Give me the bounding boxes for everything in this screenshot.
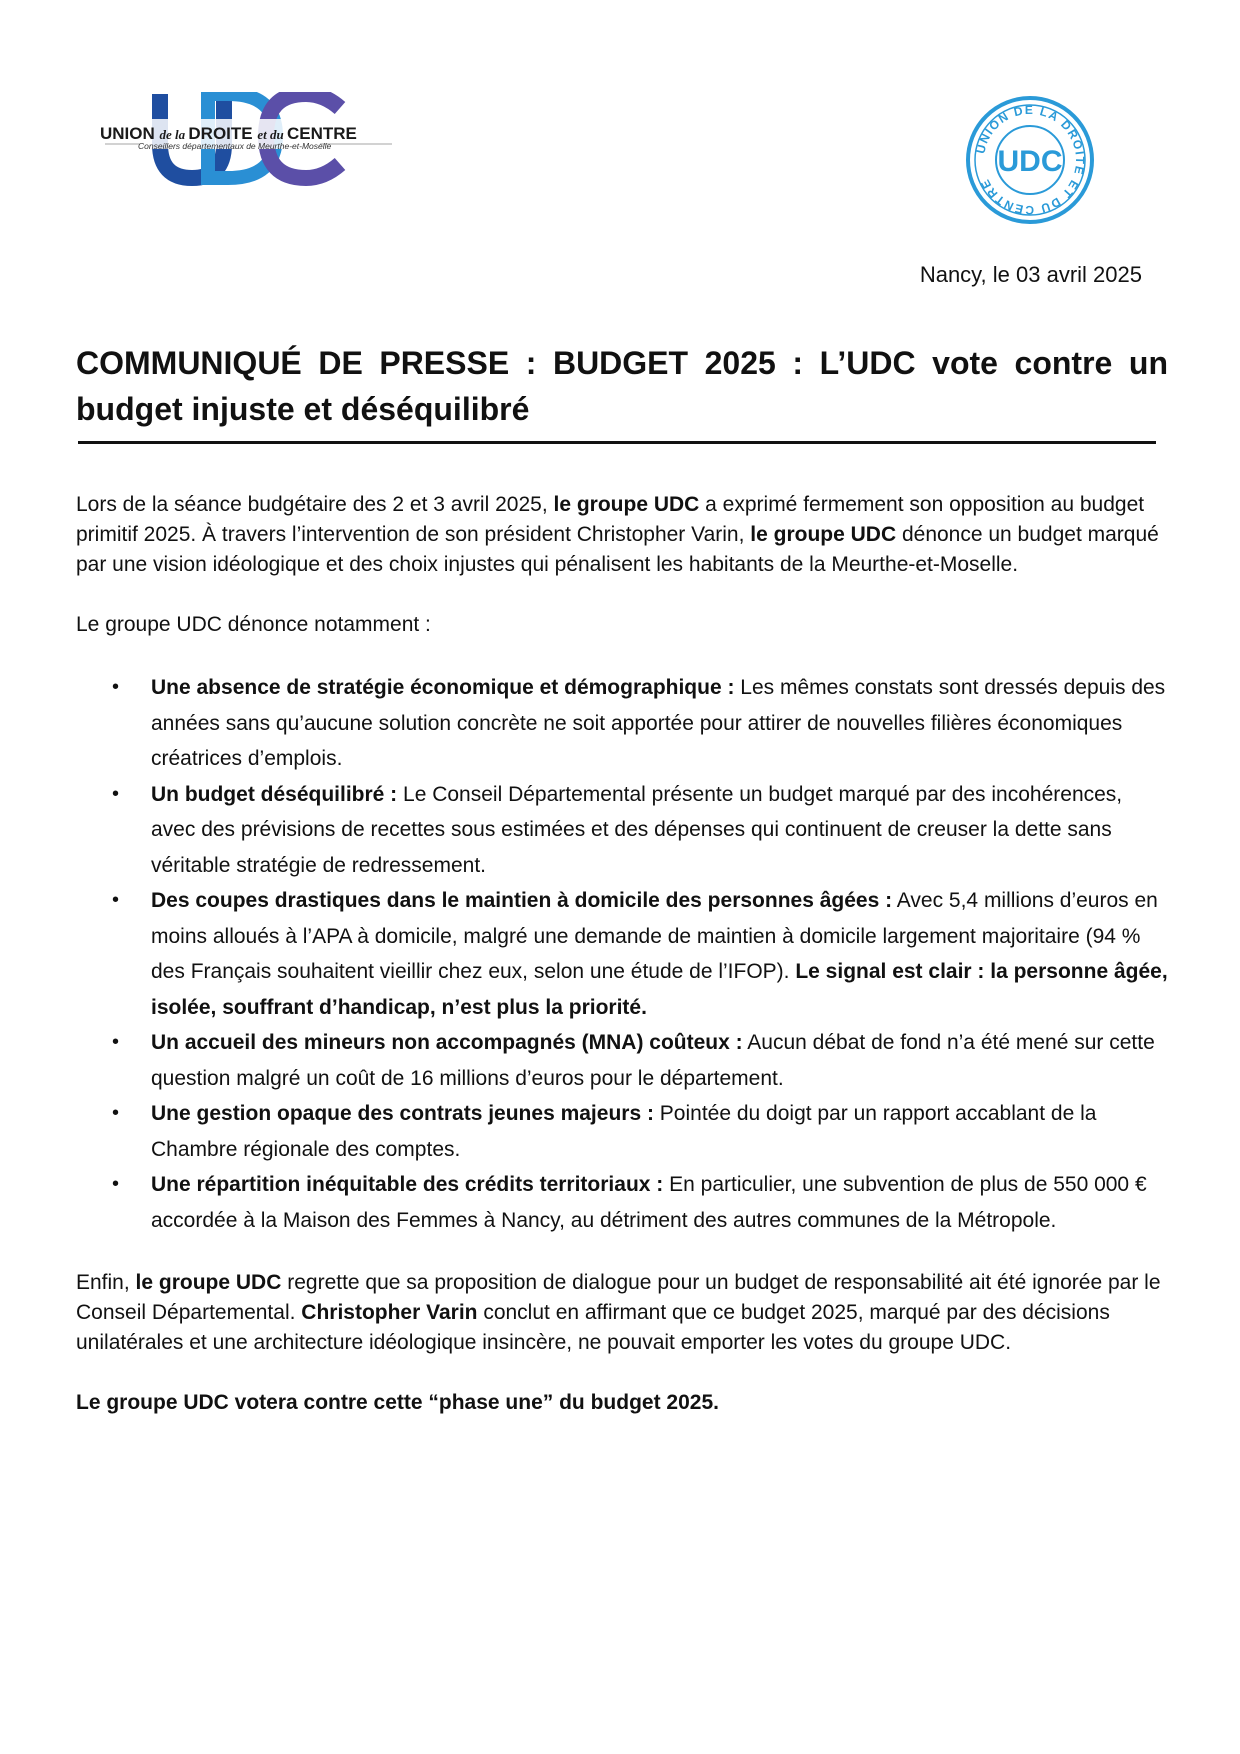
- stamp-letters: UDC: [997, 145, 1063, 178]
- logo-word-etdu: et du: [257, 127, 287, 142]
- list-item: • Un accueil des mineurs non accompagnés (MNA) coûteux : Aucun débat de fond n’a été mené sur cette question malgré un coût de 16 millions d’euros pour le département.: [76, 1025, 1168, 1096]
- list-item: • Une répartition inéquitable des crédits territoriaux : En particulier, une subvention de plus de 550 000 € accordée à la Maison des Femmes à Nancy, au détriment des autres communes de la Métropole.: [76, 1167, 1168, 1238]
- title-line-1: COMMUNIQUÉ DE PRESSE : BUDGET 2025 : L’UDC vote contre un: [76, 345, 1168, 381]
- document-date: Nancy, le 03 avril 2025: [919, 262, 1142, 287]
- grievance-list: [76, 670, 1168, 1238]
- list-item: • Une gestion opaque des contrats jeunes majeurs : Pointée du doigt par un rapport accablant de la Chambre régionale des comptes.: [76, 1096, 1168, 1167]
- udc-stamp-logo: [965, 95, 1095, 225]
- logo-word-dela: de la: [159, 127, 189, 142]
- intro-paragraph: Lors de la séance budgétaire des 2 et 3 avril 2025, le groupe UDC a exprimé fermement son opposition au budget primitif 2025. À travers l’intervention de son président Christopher Varin, le groupe UDC dénonce un budget marqué par une vision idéologique et des choix injustes qui pénalisent les habitants de la Meurthe-et-Moselle.: [76, 493, 1159, 576]
- logo-word-union: UNION: [100, 124, 160, 143]
- list-intro: Le groupe UDC dénonce notamment :: [76, 613, 431, 636]
- list-item: • Un budget déséquilibré : Le Conseil Départemental présente un budget marqué par des incohérences, avec des prévisions de recettes sous estimées et des dépenses qui continuent de creuser la dette sans véritable stratégie de redressement.: [76, 777, 1168, 884]
- list-item: • Des coupes drastiques dans le maintien à domicile des personnes âgées : Avec 5,4 millions d’euros en moins alloués à l’APA à domicile, malgré une demande de maintien à domicile largement majoritaire (94 % des Français souhaitent vieillir chez eux, selon une étude de l’IFOP). Le signal est clair : la personne âgée, isolée, souffrant d’handicap, n’est plus la priorité.: [76, 883, 1168, 1025]
- stamp-ring-text: UNION DE LA DROITE ET DU CENTRE: [973, 102, 1088, 218]
- title-divider: [78, 441, 1156, 444]
- logo-word-droite: DROITE: [188, 124, 258, 143]
- document-body: [76, 490, 1168, 1448]
- conclusion-paragraph: Enfin, le groupe UDC regrette que sa proposition de dialogue pour un budget de responsabilité ait été ignorée par le Conseil Départemental. Christopher Varin conclut en affirmant que ce budget 2025, marqué par des décisions unilatérales et une architecture idéologique insincère, ne pouvait emporter les votes du groupe UDC.: [76, 1271, 1161, 1354]
- list-item: • Une absence de stratégie économique et démographique : Les mêmes constats sont dressés depuis des années sans qu’aucune solution concrète ne soit apportée pour attirer de nouvelles filières économiques créatrices d’emplois.: [76, 670, 1168, 777]
- page-title: [76, 340, 1168, 432]
- logo-subtitle: Conseillers départementaux de Meurthe-et-Moselle: [138, 141, 332, 151]
- final-statement: Le groupe UDC votera contre cette “phase une” du budget 2025.: [76, 1391, 719, 1414]
- title-line-2: budget injuste et déséquilibré: [76, 391, 530, 427]
- logo-word-centre: CENTRE: [286, 124, 357, 143]
- udc-logo: [100, 92, 400, 204]
